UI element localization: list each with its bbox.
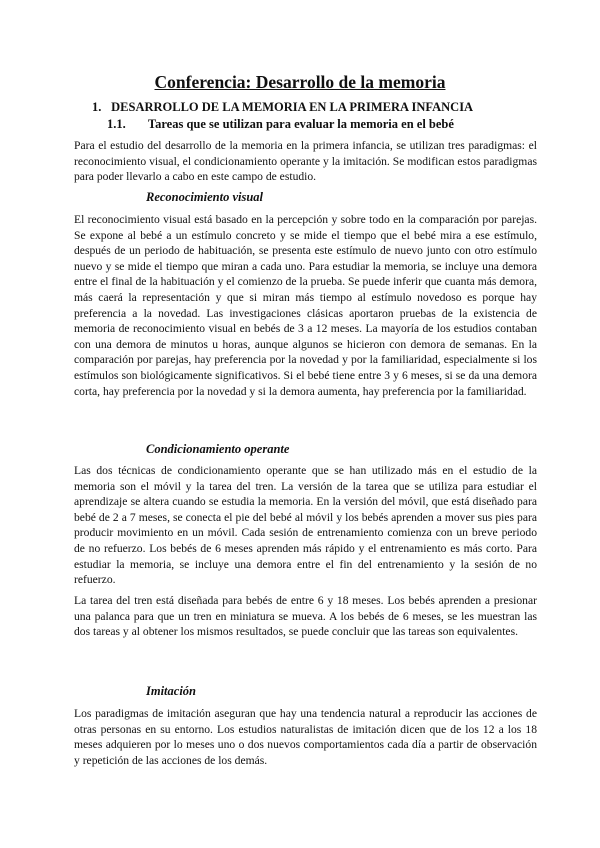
condicionamiento-paragraph-1: Las dos técnicas de condicionamiento operante que se han utilizado más en el estudio de la memoria son el móvil y la tarea del tren. La versión de la tarea que se utiliza para estudiar el aprendizaje se altera cuando se estudia la memoria. En la versión del móvil, que está diseñado para bebé de 2 a 7 meses, se conecta el pie del bebé al móvil y los bebés aprenden a mover sus pies para producir movimiento en un móvil. Cada sesión de entrenamiento comienza con un breve periodo de no refuerzo. Los bebés de 6 meses aprenden más rápido y el entrenamiento es más corto. Para estudiar la memoria, se incluye una demora entre el fin del entrenamiento y la sesión de no refuerzo. xyxy=(74,464,537,587)
subsection-heading-text: Tareas que se utilizan para evaluar la memoria en el bebé xyxy=(147,117,454,131)
page-title: Conferencia: Desarrollo de la memoria xyxy=(154,72,446,92)
imitacion-paragraph: Los paradigmas de imitación aseguran que hay una tendencia natural a reproducir las acciones de otras personas en su entorno. Los estudios naturalistas de imitación dicen que de los 12 a los 18 meses adquieren por lo meses uno o dos nuevos comportamientos cada día a partir de observación y repetición de las acciones de los demás. xyxy=(74,707,537,767)
reconocimiento-paragraph: El reconocimiento visual está basado en la percepción y sobre todo en la comparación por parejas. Se expone al bebé a un estímulo concreto y se mide el tiempo que el bebé mira a ese estímulo, después de un periodo de habituación, se presenta este estímulo de nuevo junto con otro estímulo nuevo y se mide el tiempo que miran a cada uno. Para estudiar la memoria, se incluye una demora entre el final de la habituación y el comienzo de la prueba. Se puede inferir que cuanta más demora, más caerá la representación y que si miran más tiempo al estímulo novedoso es porque hay preferencia a la novedad. Las investigaciones clásicas aportaron pruebas de la existencia de memoria de reconocimiento visual en bebés de 3 a 12 meses. La mayoría de los estudios contaban con una demora de minutos u horas, aunque algunos se hicieron con demora de semanas. En la comparación por parejas, hay preferencia por la novedad y por la familiaridad, especialmente si los estímulos son biológicamente significativos. Si el bebé tiene entre 3 y 6 meses, si se da una demora corta, hay preferencia por la novedad y si la demora aumenta, hay preferencia por la familiaridad. xyxy=(74,213,537,398)
subsection-number: 1.1. xyxy=(107,117,126,131)
condicionamiento-heading: Condicionamiento operante xyxy=(146,442,290,456)
section-heading-1 xyxy=(92,100,473,115)
section-number: 1. xyxy=(92,100,102,114)
subsection-heading-1-1 xyxy=(107,117,454,132)
imitacion-heading: Imitación xyxy=(146,684,197,698)
intro-paragraph: Para el estudio del desarrollo de la memoria en la primera infancia, se utilizan tres paradigmas: el reconocimiento visual, el condicionamiento operante y la imitación. Se modifican estos paradigmas para poder llevarlo a cabo en este campo de estudio. xyxy=(74,139,537,184)
reconocimiento-heading: Reconocimiento visual xyxy=(146,190,264,204)
condicionamiento-paragraph-2: La tarea del tren está diseñada para bebés de entre 6 y 18 meses. Los bebés aprenden a presionar una palanca para que un tren en miniatura se mueva. A los bebés de 6 meses, se les muestran las dos tareas y al obtener los mismos resultados, se puede concluir que las tareas son equivalentes. xyxy=(74,594,537,639)
section-heading-text: DESARROLLO DE LA MEMORIA EN LA PRIMERA INFANCIA xyxy=(111,100,474,114)
